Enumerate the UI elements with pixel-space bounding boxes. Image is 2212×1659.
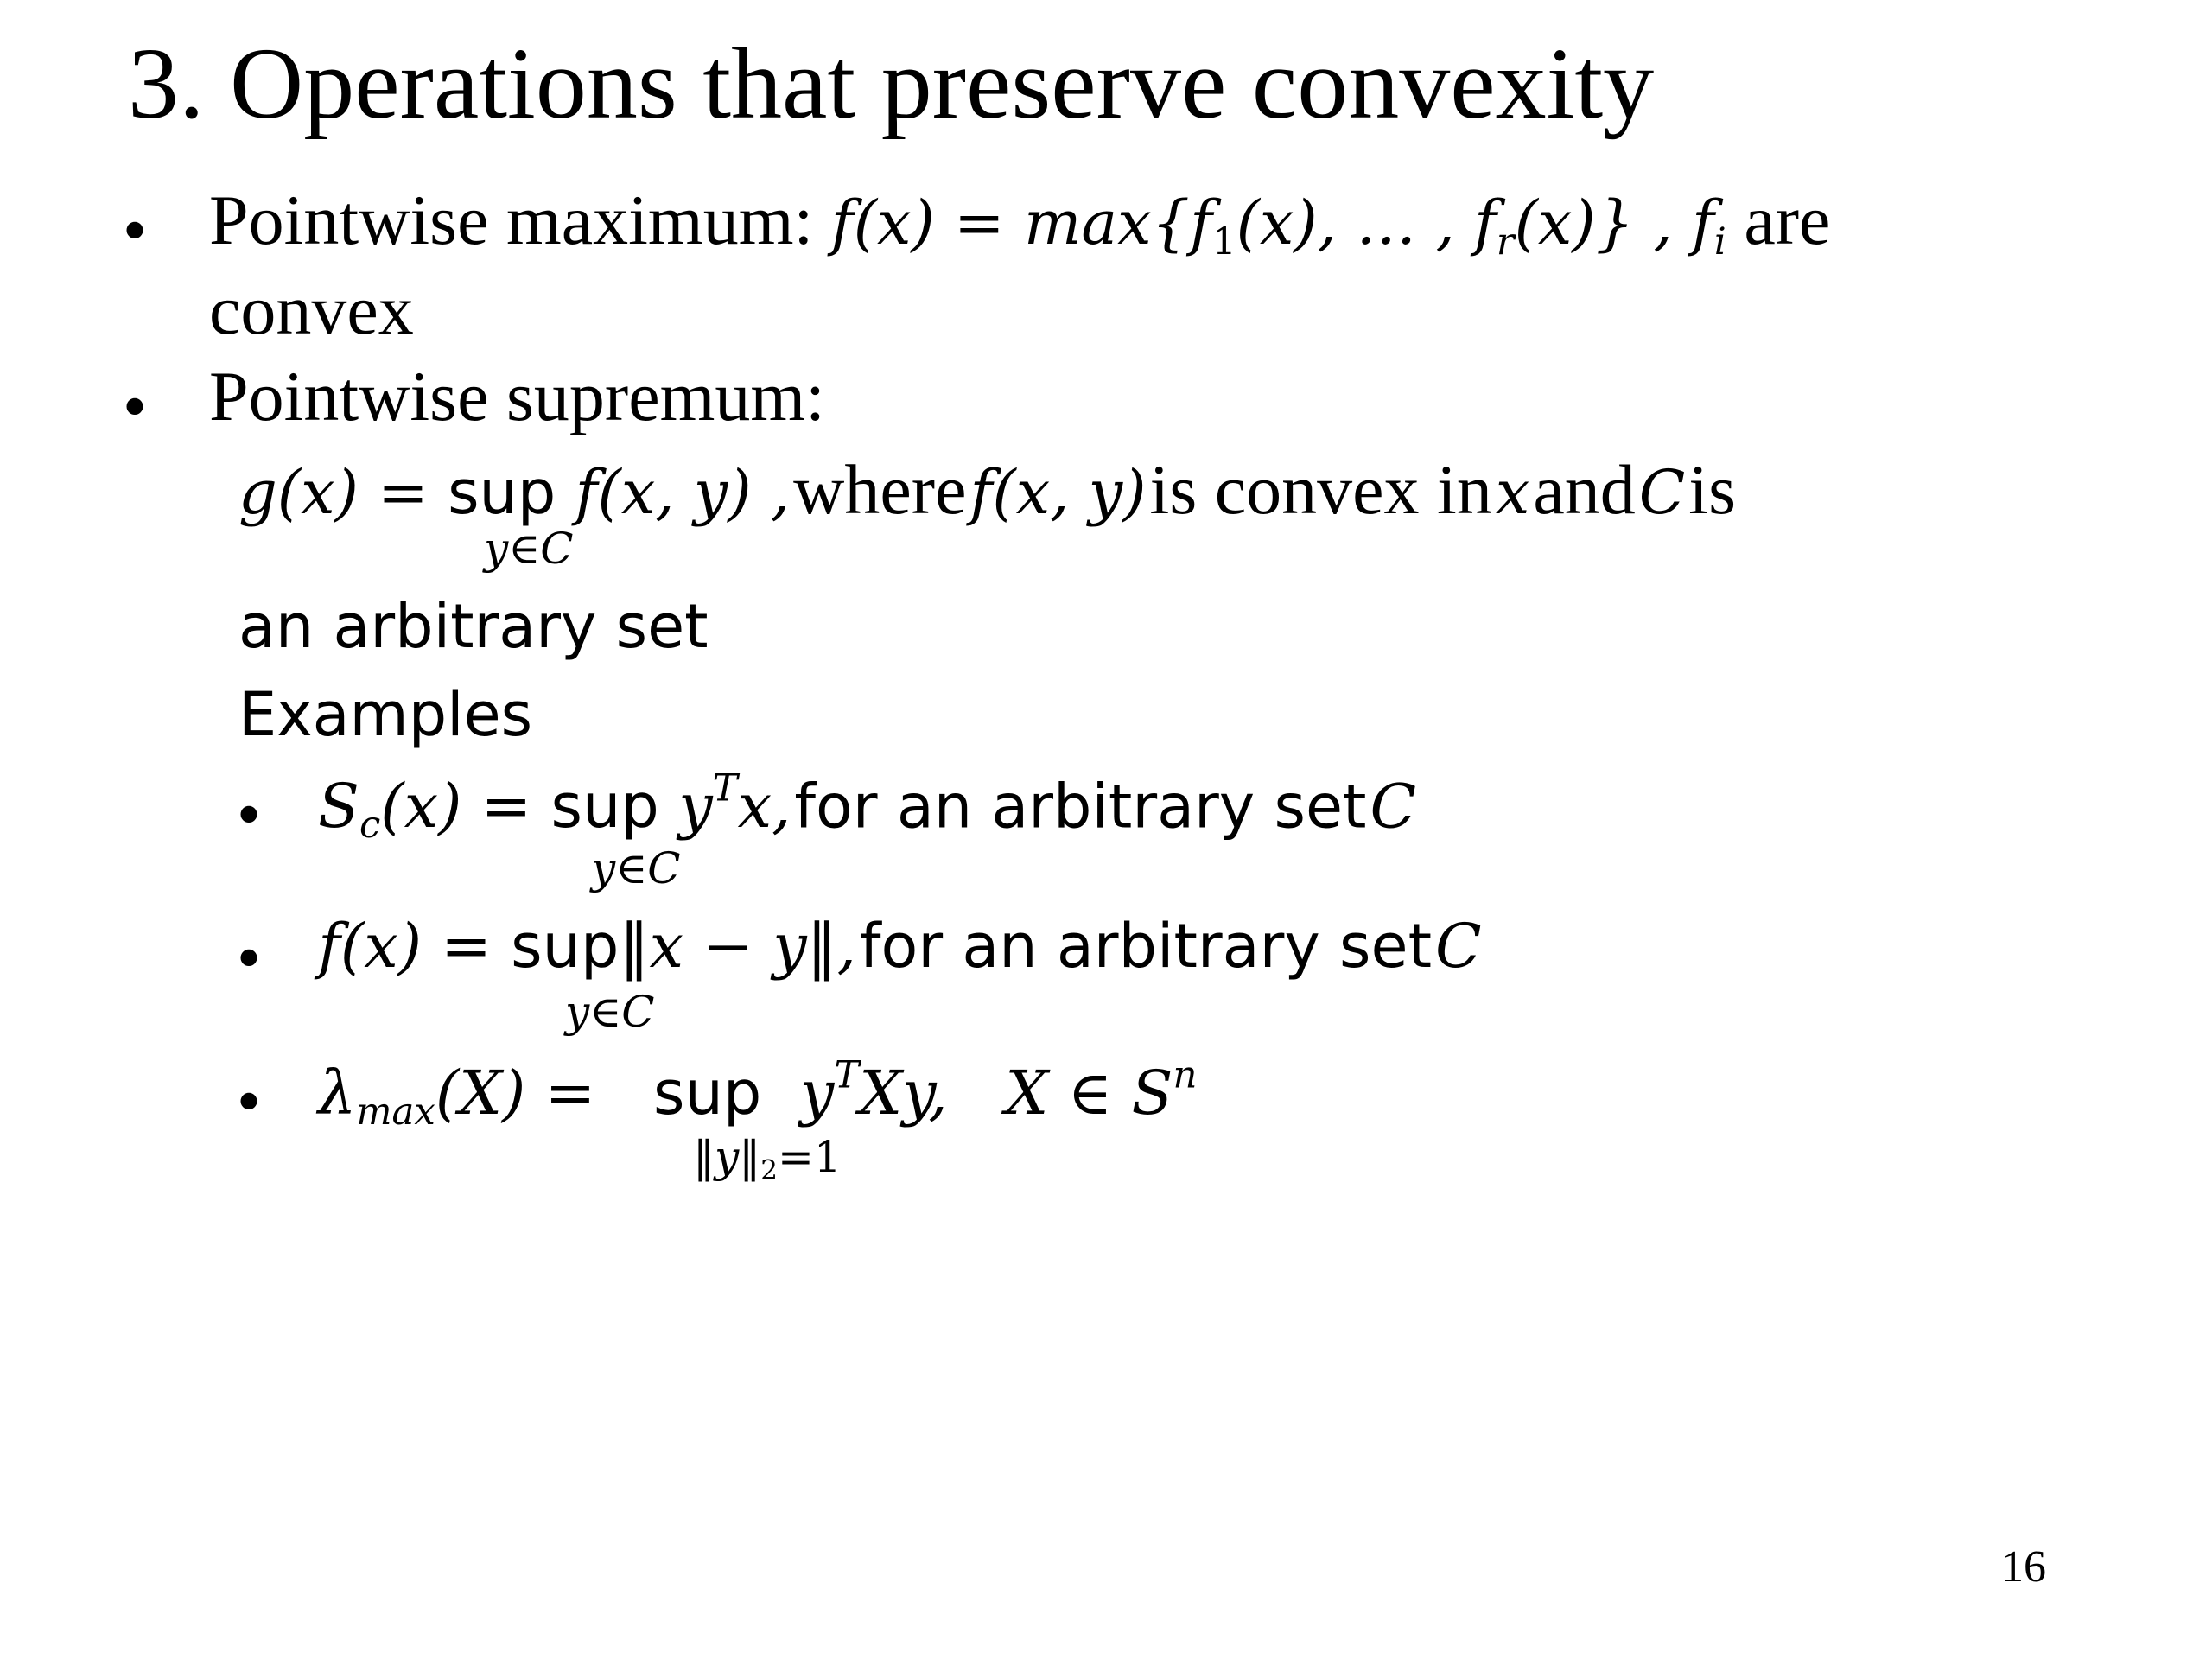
sup-subscript: $‖y‖_2=1$	[693, 1132, 842, 1186]
bullet-marker: •	[237, 777, 262, 853]
list-item-pointwise-maximum	[209, 180, 1830, 264]
item-text: are	[1744, 181, 1831, 259]
page-title: 3. Operations that preserve convexity	[128, 27, 1655, 140]
sup-subscript: y∈C	[565, 987, 655, 1037]
examples-heading: Examples	[238, 679, 533, 750]
item-label: Pointwise maximum:	[209, 181, 814, 259]
example-distance-function: f(x) = sup‖x − y‖, for an arbitrary set C	[318, 911, 1482, 982]
bullet-marker: •	[237, 1064, 262, 1140]
max-formula: $f(x) = \max\{f_1(x)$, … , $f_r(x)$} , $f_i$	[830, 188, 1726, 264]
supremum-formula-line: g(x) = sup f(x, y) , where f(x, y) is convex in x and C is	[238, 450, 1736, 529]
sup-subscript: y∈C	[591, 843, 681, 893]
page-number: 16	[2001, 1542, 2046, 1592]
g-formula: g(x) = sup f(x, y) ,	[238, 457, 791, 528]
example-max-eigenvalue: $\lambda_{max}(X)$ = sup $y^TXy$, X ∈ $S^n$	[318, 1054, 1198, 1135]
continuation-text: an arbitrary set	[238, 591, 709, 662]
example-support-function: $S_c(x)$ = sup $y^Tx$, for an arbitrary set C	[318, 767, 1417, 848]
list-item-pointwise-supremum: Pointwise supremum:	[209, 357, 825, 435]
bullet-marker: •	[123, 193, 148, 269]
item-wrap-text: convex	[209, 270, 414, 349]
sup-subscript: y∈C	[484, 524, 574, 574]
bullet-marker: •	[123, 369, 148, 445]
bullet-marker: •	[237, 920, 262, 996]
